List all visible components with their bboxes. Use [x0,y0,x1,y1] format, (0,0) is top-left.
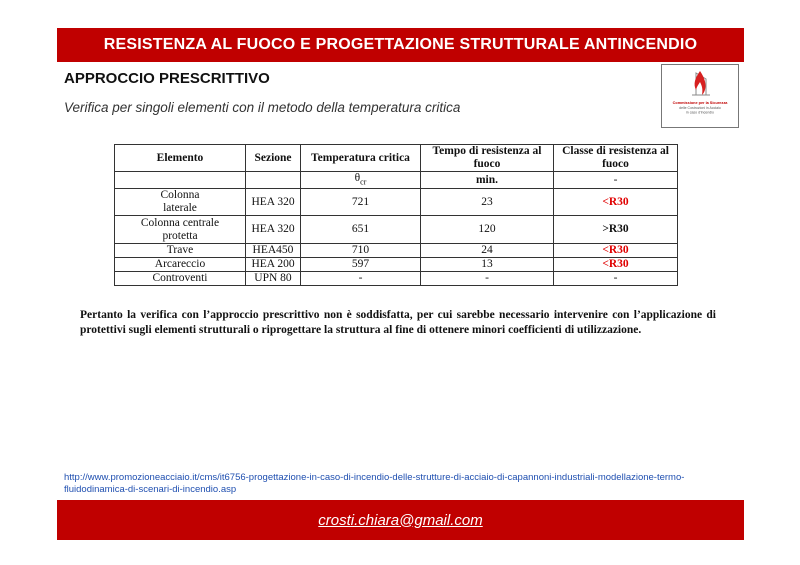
theta-symbol: θ [354,172,361,184]
table-header-row [115,145,678,172]
cell-temperatura: 597 [301,258,421,272]
logo [661,64,739,128]
footer-bar [57,500,744,540]
table-row [115,272,678,286]
cell-temperatura: 710 [301,244,421,258]
cell-temperatura: - [301,272,421,286]
cell-sezione: HEA450 [246,244,301,258]
header-title: RESISTENZA AL FUOCO E PROGETTAZIONE STRUTTURALE ANTINCENDIO [103,36,698,53]
table-row [115,216,678,244]
header-classe: Classe di resistenza al fuoco [554,145,678,172]
cell-elemento: Arcareccio [115,258,246,272]
cell-sezione: HEA 320 [246,216,301,244]
table-row [115,258,678,272]
source-link[interactable]: http://www.promozioneacciaio.it/cms/it6756-progettazione-in-caso-di-incendio-delle-strutture-di-acciaio-di-capannoni-industriali-modellazione-termo-fluidodinamica-di-scenari-di-incendio.asp [64,472,685,495]
cell-tempo: 120 [421,216,554,244]
cell-temperatura: 651 [301,216,421,244]
cell-classe: - [554,272,678,286]
cell-sezione: HEA 320 [246,189,301,216]
cell-elemento: Colonna laterale [115,189,246,216]
header-elemento: Elemento [115,145,246,172]
theta-subscript: cr [360,177,367,187]
logo-line2: delle Costruzioni in Acciaio [679,106,721,110]
section-title: APPROCCIO PRESCRITTIVO [64,70,270,87]
logo-line3: in caso d'Incendio [686,110,714,115]
header-temperatura: Temperatura critica [301,145,421,172]
cell-elemento: Controventi [115,272,246,286]
cell-elemento: Colonna centrale protetta [115,216,246,244]
logo-line1: Commissione per la Sicurezza [672,101,728,105]
unit-classe: - [554,172,678,189]
cell-elemento: Trave [115,244,246,258]
cell-temperatura: 721 [301,189,421,216]
header-tempo: Tempo di resistenza al fuoco [421,145,554,172]
unit-temperatura [301,172,421,189]
cell-tempo: 23 [421,189,554,216]
cell-classe: <R30 [554,244,678,258]
results-table [114,144,678,286]
cell-tempo: 24 [421,244,554,258]
flame-building-icon [662,65,738,127]
table-units-row [115,172,678,189]
cell-sezione: HEA 200 [246,258,301,272]
table-row [115,244,678,258]
conclusion-text: Pertanto la verifica con l’approccio prescrittivo non è soddisfatta, per cui sarebbe necessario intervenire con l’applicazione di protettivi sugli elementi strutturali o riprogettare la struttura al fine di ottenere minori coefficienti di utilizzazione. [80,309,716,336]
cell-sezione: UPN 80 [246,272,301,286]
cell-classe: <R30 [554,189,678,216]
cell-classe: <R30 [554,258,678,272]
section-subtitle: Verifica per singoli elementi con il metodo della temperatura critica [64,100,461,115]
unit-elemento [115,172,246,189]
cell-tempo: - [421,272,554,286]
unit-tempo: min. [421,172,554,189]
unit-sezione [246,172,301,189]
header-bar [57,28,744,62]
cell-classe: >R30 [554,216,678,244]
table-row [115,189,678,216]
footer-email-link[interactable]: crosti.chiara@gmail.com [318,511,483,529]
cell-tempo: 13 [421,258,554,272]
header-sezione: Sezione [246,145,301,172]
